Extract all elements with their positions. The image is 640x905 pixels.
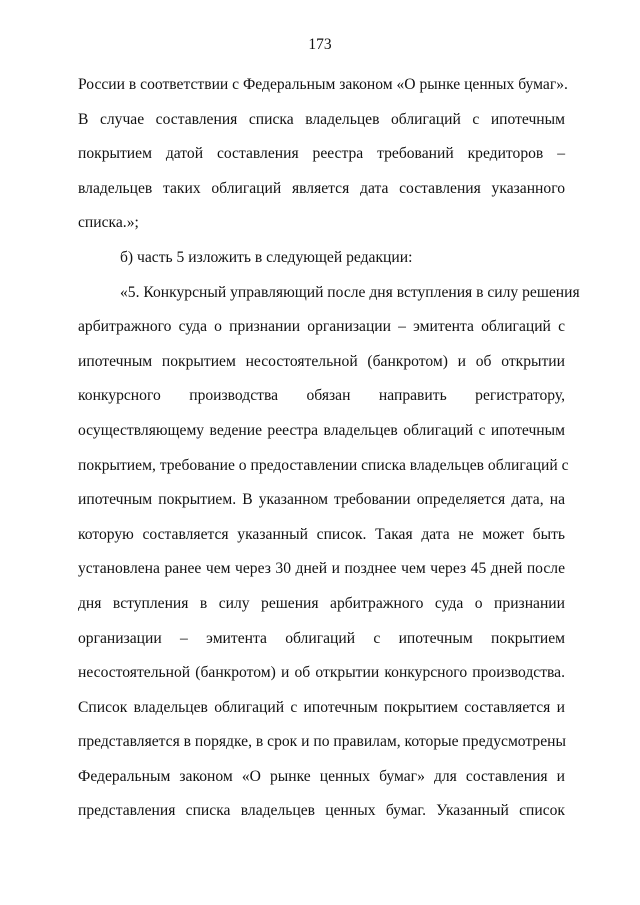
text-line: арбитражного суда о признании организации – эмитента облигаций с	[78, 318, 565, 336]
text-line: «5. Конкурсный управляющий после дня вступления в силу решения	[120, 283, 580, 301]
text-line: дня вступления в силу решения арбитражного суда о признании	[78, 594, 565, 612]
page-number: 173	[308, 36, 332, 53]
text-line: Список владельцев облигаций с ипотечным покрытием составляется и	[78, 698, 565, 716]
text-line: установлена ранее чем через 30 дней и позднее чем через 45 дней после	[78, 560, 565, 578]
document-body	[78, 68, 580, 829]
text-line: ипотечным покрытием. В указанном требовании определяется дата, на	[78, 491, 565, 509]
text-line: несостоятельной (банкротом) и об открытии конкурсного производства.	[78, 664, 565, 682]
text-line: России в соответствии с Федеральным законом «О рынке ценных бумаг».	[78, 76, 568, 93]
text-line: списка.»;	[78, 214, 139, 232]
text-line: покрытием, требование о предоставлении списка владельцев облигаций с	[78, 456, 569, 474]
text-line: б) часть 5 изложить в следующей редакции:	[120, 248, 413, 266]
text-line: которую составляется указанный список. Такая дата не может быть	[78, 525, 565, 543]
text-line: осуществляющему ведение реестра владельцев облигаций с ипотечным	[78, 421, 565, 439]
text-line: представления списка владельцев ценных бумаг. Указанный список	[78, 802, 565, 820]
text-line: владельцев таких облигаций является дата составления указанного	[78, 179, 565, 197]
text-line: В случае составления списка владельцев облигаций с ипотечным	[78, 110, 565, 128]
text-line: ипотечным покрытием несостоятельной (банкротом) и об открытии	[78, 352, 565, 370]
text-line: представляется в порядке, в срок и по правилам, которые предусмотрены	[78, 733, 566, 751]
text-line: Федеральным законом «О рынке ценных бумаг» для составления и	[78, 767, 565, 785]
text-line: организации – эмитента облигаций с ипотечным покрытием	[78, 629, 565, 647]
text-line: конкурсного производства обязан направить регистратору,	[78, 387, 565, 405]
text-line: покрытием датой составления реестра требований кредиторов –	[78, 145, 565, 163]
